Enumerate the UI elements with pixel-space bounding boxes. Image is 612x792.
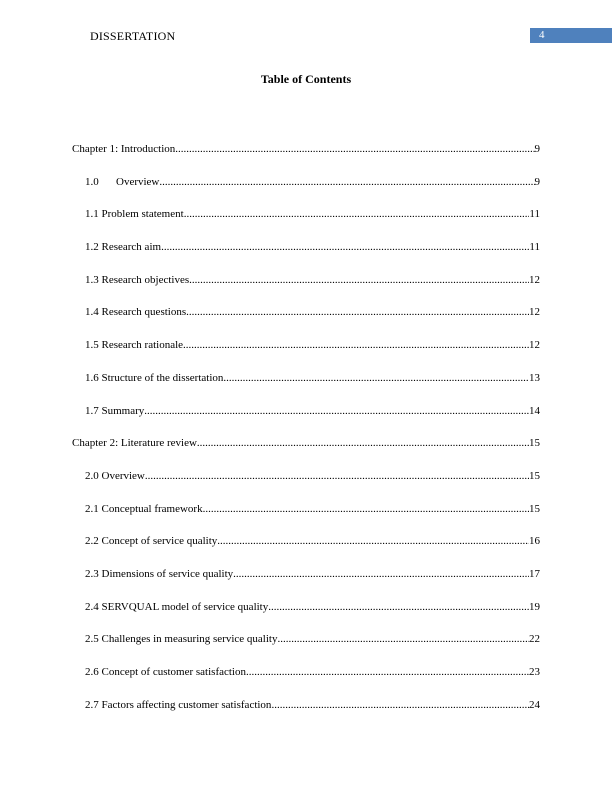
toc-entry-label: 1.6 Structure of the dissertation: [85, 371, 224, 384]
toc-entry-page: 12: [529, 339, 540, 352]
toc-entry-label: 1.2 Research aim: [85, 241, 162, 254]
toc-entry-1-0[interactable]: [72, 176, 540, 209]
toc-entry-2-2[interactable]: [72, 535, 540, 568]
toc-entry-2-7[interactable]: [72, 699, 540, 732]
toc-entry-label: 2.7 Factors affecting customer satisfaction: [85, 698, 272, 711]
toc-entry-page: 14: [529, 404, 540, 417]
dot-leader: [233, 568, 529, 580]
toc-entry-1-3[interactable]: [72, 274, 540, 307]
toc-entry-number: 1.0: [85, 175, 99, 188]
toc-entry-2-6[interactable]: [72, 666, 540, 699]
dot-leader: [223, 372, 529, 384]
dot-leader: [186, 306, 529, 318]
dot-leader: [161, 241, 529, 253]
toc-entry-label: 2.0 Overview: [85, 469, 145, 482]
toc-entry-page: 15: [529, 437, 540, 450]
toc-entry-page: 15: [529, 502, 540, 515]
toc-entry-label: 1.3 Research objectives: [85, 273, 190, 286]
dot-leader: [175, 143, 534, 155]
toc-entry-label: 1.5 Research rationale: [85, 339, 184, 352]
toc-entry-label: 1.1 Problem statement: [85, 208, 184, 221]
toc-entry-label: 1.4 Research questions: [85, 306, 187, 319]
toc-entry-page: 22: [529, 633, 540, 646]
dot-leader: [271, 699, 529, 711]
toc-entry-page: 23: [529, 666, 540, 678]
toc-entry-label: 2.2 Concept of service quality: [85, 535, 218, 548]
dot-leader: [183, 339, 529, 351]
dot-leader: [277, 633, 529, 645]
toc-entry-page: 16: [529, 535, 540, 548]
toc-entry-chapter-2[interactable]: [72, 437, 540, 470]
toc-entry-page: 17: [529, 567, 540, 580]
toc-entry-page: 11: [529, 208, 540, 221]
toc-entry-page: 9: [534, 175, 540, 188]
toc-entry-label: 2.6 Concept of customer satisfaction: [85, 666, 246, 678]
toc-entry-label: Chapter 2: Literature review: [72, 437, 197, 450]
toc-entry-1-6[interactable]: [72, 372, 540, 405]
dot-leader: [184, 208, 530, 220]
toc-entry-label: 1.7 Summary: [85, 404, 145, 417]
toc-entry-2-3[interactable]: [72, 568, 540, 601]
toc-entry-2-4[interactable]: [72, 601, 540, 634]
toc-entry-page: 9: [534, 143, 540, 155]
toc-entry-chapter-1[interactable]: [72, 143, 540, 176]
dot-leader: [197, 437, 529, 449]
toc-title: Table of Contents: [260, 72, 352, 86]
toc-entry-page: 12: [529, 306, 540, 319]
toc-entry-1-5[interactable]: [72, 339, 540, 372]
toc-entry-page: 24: [529, 698, 540, 711]
toc-entry-label: [85, 176, 159, 188]
toc-entry-page: 13: [529, 371, 540, 384]
toc-entry-label: 2.5 Challenges in measuring service quality: [85, 633, 278, 646]
dot-leader: [189, 274, 529, 286]
toc-entry-page: 19: [529, 600, 540, 613]
dot-leader: [144, 405, 529, 417]
toc-entry-1-1[interactable]: [72, 208, 540, 241]
toc-entry-page: 12: [529, 273, 540, 286]
running-head: DISSERTATION: [90, 29, 176, 43]
page-number: 4: [539, 29, 545, 41]
toc-entry-2-5[interactable]: [72, 633, 540, 666]
dot-leader: [145, 470, 529, 482]
dot-leader: [246, 666, 529, 678]
dot-leader: [268, 601, 529, 613]
toc-entry-1-2[interactable]: [72, 241, 540, 274]
toc-entry-label: 2.1 Conceptual framework: [85, 502, 203, 515]
page-number-badge: [530, 28, 612, 43]
dot-leader: [159, 176, 534, 188]
toc-entry-page: 11: [529, 241, 540, 254]
dot-leader: [203, 503, 529, 515]
table-of-contents: [72, 143, 540, 731]
dot-leader: [217, 535, 529, 547]
toc-entry-1-4[interactable]: [72, 306, 540, 339]
toc-entry-label: 2.3 Dimensions of service quality: [85, 567, 234, 580]
toc-entry-label: Chapter 1: Introduction: [72, 143, 176, 155]
toc-entry-text: Overview: [116, 175, 160, 188]
toc-entry-2-1[interactable]: [72, 503, 540, 536]
toc-entry-2-0[interactable]: [72, 470, 540, 503]
toc-entry-label: 2.4 SERVQUAL model of service quality: [85, 600, 269, 613]
toc-entry-page: 15: [529, 469, 540, 482]
toc-entry-1-7[interactable]: [72, 405, 540, 438]
